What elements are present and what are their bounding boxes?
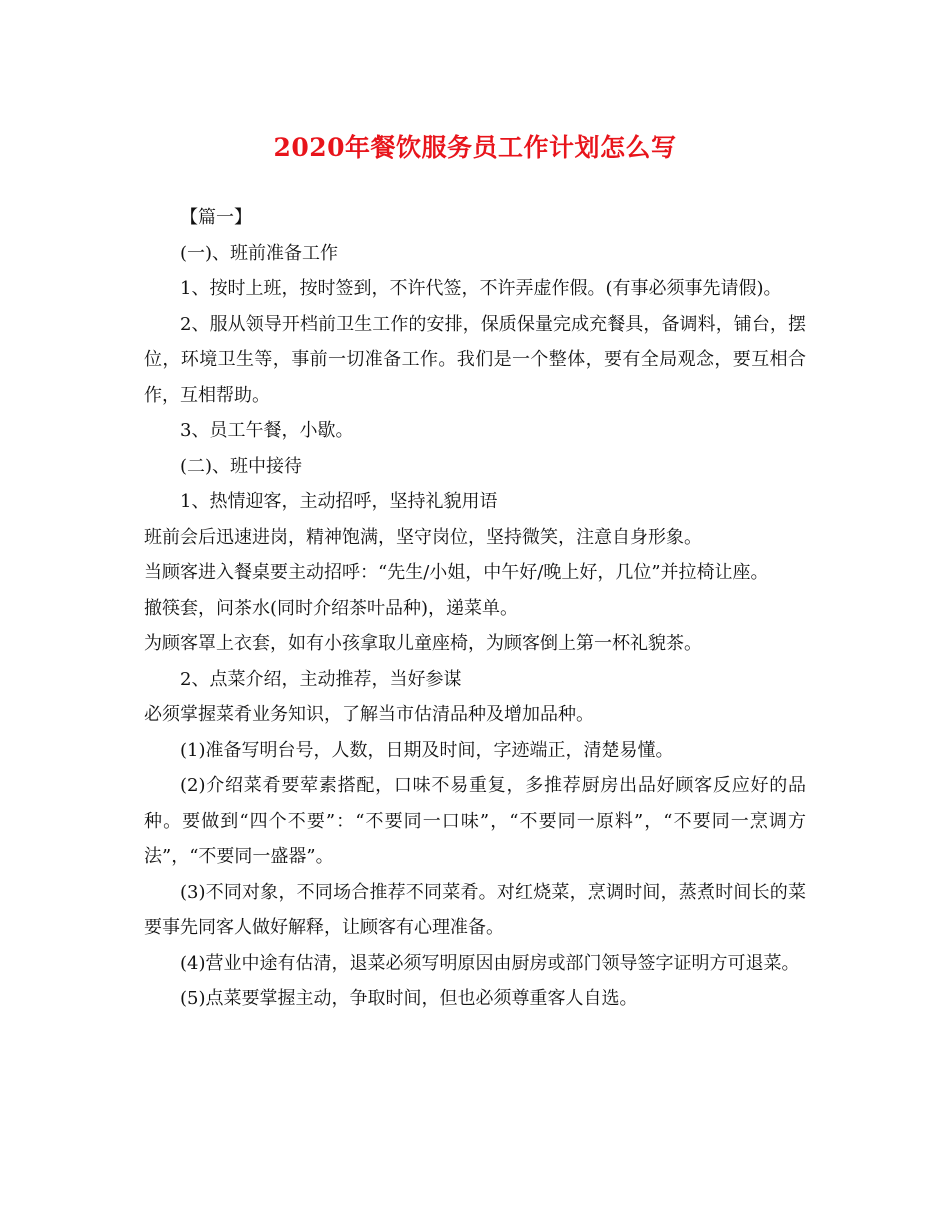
paragraph-ordering-intro: 2、点菜介绍，主动推荐，当好参谋 <box>180 668 462 690</box>
paragraph-order-item-1: (1)准备写明台号，人数，日期及时间，字迹端正，清楚易懂。 <box>180 739 674 761</box>
paragraph-on-time: 1、按时上班，按时签到，不许代签，不许弄虚作假。(有事必须事先请假)。 <box>180 278 782 299</box>
paragraph-order-item-4: (4)营业中途有估清，退菜必须写明原因由厨房或部门领导签字证明方可退菜。 <box>180 952 800 974</box>
paragraph-tea-menu: 撤筷套，问茶水(同时介绍茶叶品种)，递菜单。 <box>144 597 519 619</box>
document-title: 2020年餐饮服务员工作计划怎么写 <box>273 133 677 162</box>
paragraph-greeting: 1、热情迎客，主动招呼，坚持礼貌用语 <box>180 491 498 512</box>
subsection-heading-preparation: (一)、班前准备工作 <box>180 242 339 264</box>
paragraph-menu-knowledge: 必须掌握菜肴业务知识，了解当市估清品种及增加品种。 <box>144 704 594 725</box>
paragraph-post-meeting: 班前会后迅速进岗，精神饱满，坚守岗位，坚持微笑，注意自身形象。 <box>144 526 702 548</box>
paragraph-seat-guests: 当顾客进入餐桌要主动招呼：“先生/小姐，中午好/晚上好，几位”并拉椅让座。 <box>144 562 769 583</box>
document-body <box>144 200 806 1017</box>
paragraph-order-item-3: (3)不同对象，不同场合推荐不同菜肴。对红烧菜，烹调时间，蒸煮时间长的菜要事先同客人做好解释，让顾客有心理准备。 <box>144 881 806 938</box>
paragraph-preparation-duties: 2、服从领导开档前卫生工作的安排，保质保量完成充餐具，备调料，铺台，摆位，环境卫生等，事前一切准备工作。我们是一个整体，要有全局观念，要互相合作，互相帮助。 <box>144 313 806 406</box>
paragraph-coat-covers: 为顾客罩上衣套，如有小孩拿取儿童座椅，为顾客倒上第一杯礼貌茶。 <box>144 633 702 654</box>
section-heading-part-one: 【篇一】 <box>180 207 252 228</box>
paragraph-staff-lunch: 3、员工午餐，小歇。 <box>180 420 354 441</box>
paragraph-order-item-5: (5)点菜要掌握主动，争取时间，但也必须尊重客人自选。 <box>180 988 638 1009</box>
paragraph-order-item-2: (2)介绍菜肴要荤素搭配，口味不易重复，多推荐厨房出品好顾客反应好的品种。要做到“四个不要”：“不要同一口味”，“不要同一原料”，“不要同一烹调方法”，“不要同一盛器”。 <box>144 775 806 867</box>
subsection-heading-reception: (二)、班中接待 <box>180 455 303 477</box>
